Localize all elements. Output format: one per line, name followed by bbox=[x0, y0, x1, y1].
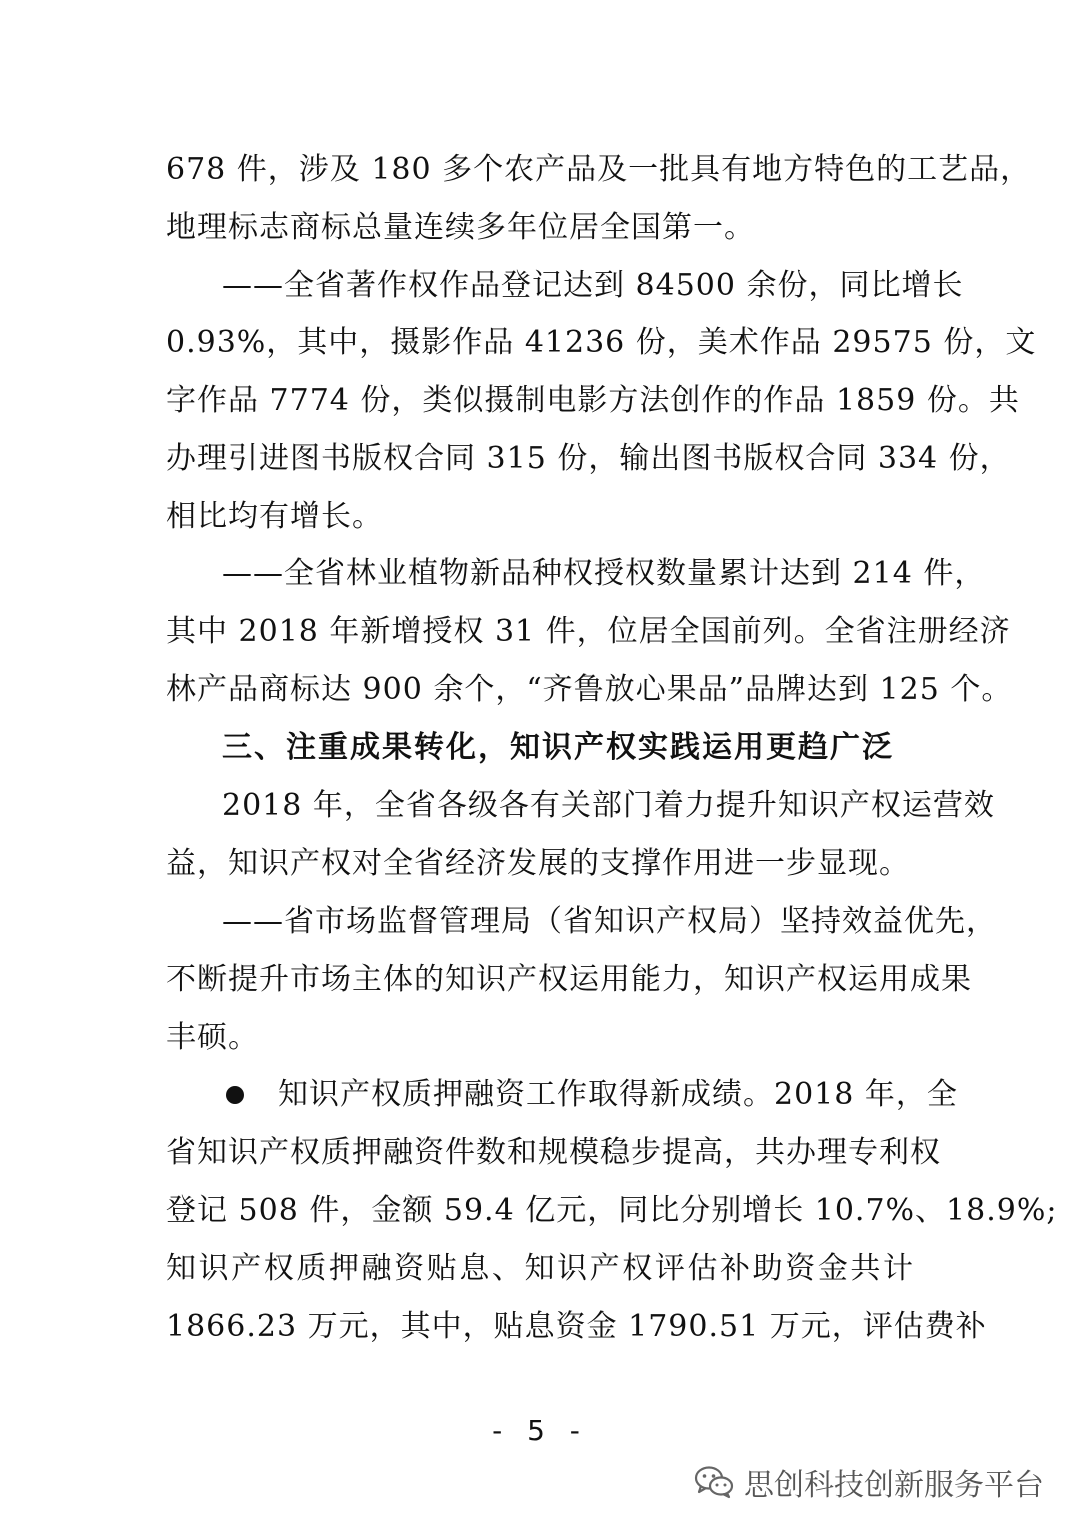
body-line: 不断提升市场主体的知识产权运用能力，知识产权运用成果 bbox=[166, 962, 972, 997]
body-line: 字作品 7774 份，类似摄制电影方法创作的作品 1859 份。共 bbox=[166, 383, 1020, 418]
body-line: 相比均有增长。 bbox=[166, 499, 383, 534]
body-line: 0.93%，其中，摄影作品 41236 份，美术作品 29575 份，文 bbox=[166, 325, 1037, 360]
body-line: 益，知识产权对全省经济发展的支撑作用进一步显现。 bbox=[166, 846, 910, 881]
body-line: ——省市场监督管理局（省知识产权局）坚持效益优先， bbox=[222, 904, 997, 939]
body-line: 其中 2018 年新增授权 31 件，位居全国前列。全省注册经济 bbox=[166, 614, 1011, 649]
body-line: ——全省林业植物新品种权授权数量累计达到 214 件， bbox=[222, 556, 986, 591]
wechat-icon bbox=[694, 1465, 734, 1499]
bullet-icon bbox=[226, 1086, 244, 1104]
body-line: 丰硕。 bbox=[166, 1020, 259, 1055]
body-line: 678 件，涉及 180 多个农产品及一批具有地方特色的工艺品， bbox=[166, 152, 1032, 187]
watermark-text: 思创科技创新服务平台 bbox=[744, 1468, 1044, 1503]
body-line: 地理标志商标总量连续多年位居全国第一。 bbox=[166, 210, 755, 245]
bullet-line: 知识产权质押融资工作取得新成绩。2018 年，全 bbox=[278, 1077, 958, 1112]
page-number: - 5 - bbox=[492, 1414, 588, 1447]
body-line: ——全省著作权作品登记达到 84500 余份，同比增长 bbox=[222, 268, 964, 303]
body-line: 办理引进图书版权合同 315 份，输出图书版权合同 334 份， bbox=[166, 441, 1011, 476]
watermark bbox=[694, 1460, 1044, 1504]
body-line: 知识产权质押融资贴息、知识产权评估补助资金共计 bbox=[166, 1251, 914, 1286]
body-line: 2018 年，全省各级各有关部门着力提升知识产权运营效 bbox=[222, 788, 995, 823]
body-line: 登记 508 件，金额 59.4 亿元，同比分别增长 10.7%、18.9%; bbox=[166, 1193, 1058, 1228]
body-line: 省知识产权质押融资件数和规模稳步提高，共办理专利权 bbox=[166, 1135, 941, 1170]
section-heading: 三、注重成果转化，知识产权实践运用更趋广泛 bbox=[222, 730, 894, 765]
body-line: 林产品商标达 900 余个，“齐鲁放心果品”品牌达到 125 个。 bbox=[166, 672, 1013, 707]
body-line: 1866.23 万元，其中，贴息资金 1790.51 万元，评估费补 bbox=[166, 1309, 987, 1344]
